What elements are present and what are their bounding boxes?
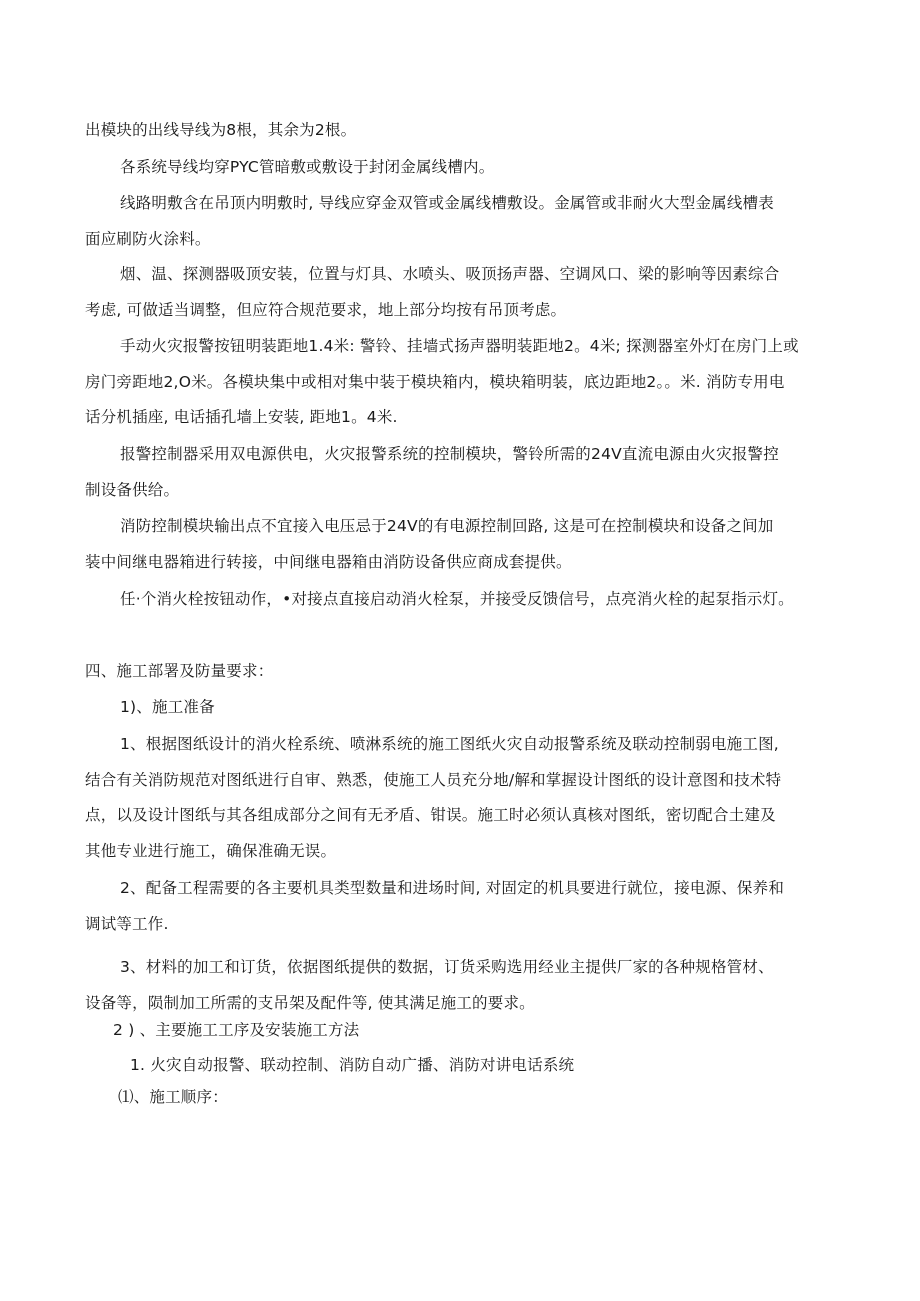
paragraph-10 — [85, 871, 784, 942]
subsection-heading-2 — [113, 1013, 359, 1049]
text-line: 各系统导线均穿PYC管暗敷或敷设于封闭金属线槽内。 — [120, 158, 495, 176]
text-line: ⑴、施工顺序： — [118, 1088, 228, 1106]
section-heading — [85, 654, 273, 690]
text-line: 2、配备工程需要的各主要机具类型数量和进场时间, 对固定的机具要进行就位，接电源、保养和 — [120, 879, 785, 897]
paragraph-5 — [85, 329, 799, 436]
text-line: 设备等，陨制加工所需的支吊架及配件等, 使其满足施工的要求。 — [85, 993, 535, 1012]
text-line: 2 ) 、主要施工工序及安装施工方法 — [113, 1021, 360, 1039]
text-line: 消防控制模块输出点不宜接入电压忌于24V的有电源控制回路, 这是可在控制模块和设备之间加 — [120, 517, 774, 535]
paragraph-6 — [85, 437, 779, 508]
text-line: 结合有关消防规范对图纸进行自审、熟悉，使施工人员充分地/解和掌握设计图纸的设计意图和技术特 — [85, 770, 782, 789]
paragraph-4 — [85, 257, 779, 328]
text-line: 烟、温、探测器吸顶安装，位置与灯具、水喷头、吸顶扬声器、空调风口、梁的影响等因素综合 — [120, 265, 780, 283]
text-line: 房门旁距地2,O米。各模块集中或相对集中装于模块箱内，模块箱明装，底边距地2。。米. 消防专用电 — [85, 372, 785, 391]
text-line: 调试等工作. — [85, 914, 169, 933]
text-line: 线路明敷含在吊顶内明敷时, 导线应穿金双管或金属线槽敷设。金属管或非耐火大型金属线槽表 — [120, 194, 774, 212]
text-line: 3、材料的加工和订货，依据图纸提供的数据，订货采购选用经业主提供厂家的各种规格管材、 — [120, 958, 774, 976]
subsection-heading-1 — [120, 690, 215, 726]
text-line: 报警控制器采用双电源供电，火灾报警系统的控制模块，警铃所需的24V直流电源由火灾报警控 — [120, 445, 779, 463]
text-line: 1、根据图纸设计的消火栓系统、喷淋系统的施工图纸火灾自动报警系统及联动控制弱电施工图, — [120, 735, 779, 753]
text-line: 话分机插座, 电话插孔墙上安装, 距地1。4米. — [85, 408, 398, 426]
paragraph-8 — [120, 582, 794, 618]
subsection-heading-3 — [130, 1048, 574, 1084]
paragraph-1 — [85, 113, 356, 149]
text-line: 手动火灾报警按钮明装距地1.4米: 警铃、挂墙式扬声器明装距地2。4米; 探测器室外灯在房门上或 — [120, 337, 799, 355]
text-line: 考虑, 可做适当调整，但应符合规范要求，地上部分均按有吊顶考虑。 — [85, 300, 567, 319]
text-line: 面应刷防火涂料。 — [85, 229, 211, 248]
paragraph-2 — [120, 150, 494, 186]
text-line: 制设备供给。 — [85, 480, 180, 499]
text-line: 点，以及设计图纸与其各组成部分之间有无矛盾、钳误。施工时必须认真核对图纸，密切配合土建及 — [85, 806, 776, 824]
text-line: 任·个消火栓按钮动作，•对接点直接启动消火栓泵，并接受反馈信号，点亮消火栓的起泵指示灯。 — [120, 590, 794, 608]
text-line: 1)、施工准备 — [120, 698, 215, 716]
text-line: 装中间继电器箱进行转接，中间继电器箱由消防设备供应商成套提供。 — [85, 552, 572, 571]
paragraph-3 — [85, 186, 774, 257]
paragraph-9 — [85, 727, 781, 869]
paragraph-11 — [85, 950, 774, 1021]
text-line: 其他专业进行施工，确保准确无误。 — [85, 841, 337, 860]
text-line: 四、施工部署及防量要求： — [85, 662, 274, 680]
subsection-heading-4 — [118, 1080, 228, 1116]
paragraph-7 — [85, 509, 773, 580]
text-line: 出模块的出线导线为8根，其余为2根。 — [85, 121, 357, 139]
text-line: 1. 火灾自动报警、联动控制、消防自动广播、消防对讲电话系统 — [130, 1056, 575, 1074]
